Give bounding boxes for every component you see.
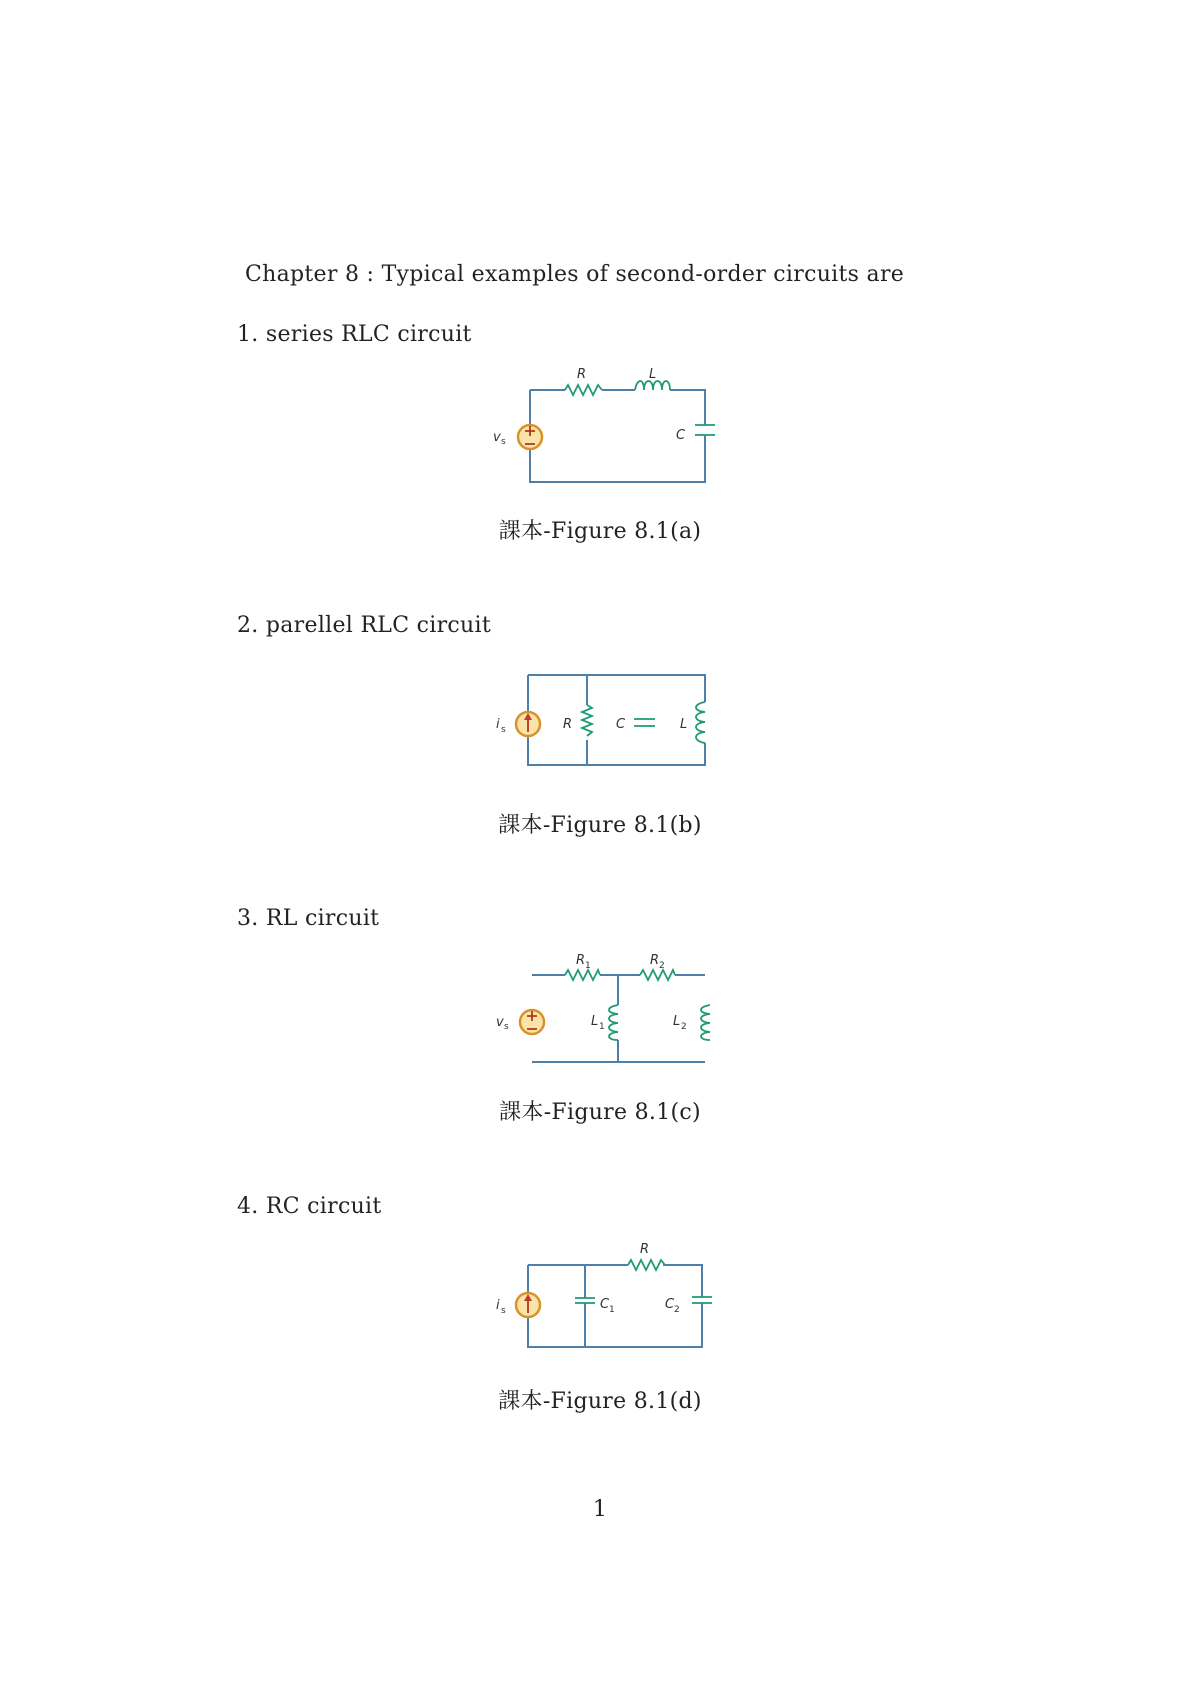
parallel-rlc-circuit-diagram — [480, 665, 720, 795]
svg-text:1: 1 — [585, 961, 591, 971]
item-2-heading: 2. parellel RLC circuit — [237, 613, 491, 638]
label-C: C — [616, 717, 626, 732]
svg-text:2: 2 — [681, 1022, 687, 1032]
label-C1: C — [600, 1297, 610, 1312]
rc-circuit-diagram — [480, 1240, 720, 1370]
label-R2: R — [650, 953, 660, 968]
caption-figure-8-1d: 課本-Figure 8.1(d) — [498, 1389, 702, 1414]
label-L1: L — [591, 1014, 599, 1029]
item-1-heading: 1. series RLC circuit — [237, 322, 472, 347]
label-R: R — [577, 367, 587, 382]
svg-text:2: 2 — [659, 961, 665, 971]
label-C2: C — [665, 1297, 675, 1312]
svg-text:s: s — [501, 437, 506, 447]
rl-circuit-diagram — [480, 950, 720, 1080]
label-C: C — [676, 428, 686, 443]
label-source: v — [496, 1015, 504, 1030]
item-4-heading: 4. RC circuit — [237, 1194, 382, 1219]
caption-figure-8-1a: 課本-Figure 8.1(a) — [498, 519, 702, 544]
label-source: v — [493, 430, 501, 445]
page-number: 1 — [592, 1497, 608, 1522]
caption-figure-8-1b: 課本-Figure 8.1(b) — [498, 813, 702, 838]
svg-text:s: s — [504, 1022, 509, 1032]
intro-sentence: Chapter 8 : Typical examples of second-order circuits are — [245, 262, 905, 287]
label-source: i — [496, 717, 500, 732]
caption-figure-8-1c: 課本-Figure 8.1(c) — [499, 1100, 701, 1125]
label-L2: L — [673, 1014, 681, 1029]
label-L: L — [649, 367, 657, 382]
label-source: i — [496, 1298, 500, 1313]
svg-text:1: 1 — [599, 1022, 605, 1032]
label-L: L — [680, 717, 688, 732]
item-3-heading: 3. RL circuit — [237, 906, 380, 931]
label-R: R — [563, 717, 573, 732]
svg-text:s: s — [501, 725, 506, 735]
svg-text:1: 1 — [609, 1305, 615, 1315]
svg-text:2: 2 — [674, 1305, 680, 1315]
svg-text:s: s — [501, 1306, 506, 1316]
label-R: R — [640, 1242, 650, 1257]
label-R1: R — [576, 953, 586, 968]
series-rlc-circuit-diagram — [480, 360, 720, 490]
